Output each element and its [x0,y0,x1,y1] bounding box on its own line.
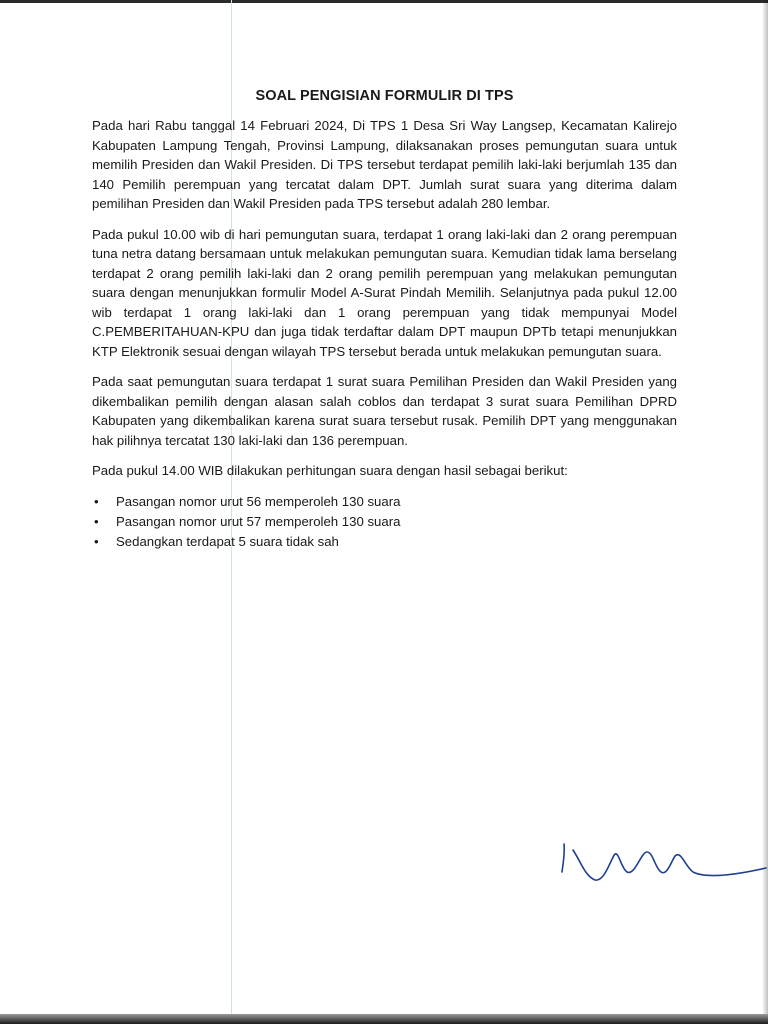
list-item-text: Sedangkan terdapat 5 suara tidak sah [116,533,339,549]
results-list [92,492,677,552]
document-body [92,88,677,552]
list-item [92,492,677,512]
scan-bottom-edge [0,1014,768,1024]
bullet-icon: • [94,533,99,549]
document-title: SOAL PENGISIAN FORMULIR DI TPS [255,88,514,104]
list-item-text: Pasangan nomor urut 56 memperoleh 130 suara [116,493,401,509]
list-item [92,512,677,532]
paragraph-ballots: Pada saat pemungutan suara terdapat 1 surat suara Pemilihan Presiden dan Wakil Presiden yang dikembalikan pemilih dengan alasan salah coblos dan terdapat 3 surat suara Pemilihan DPRD Kabupaten yang dikembalikan karena surat suara tersebut rusak. Pemilih DPT yang menggunakan hak pilihnya tercatat 130 laki-laki dan 136 perempuan. [92,374,677,448]
list-item-text: Pasangan nomor urut 57 memperoleh 130 suara [116,513,401,529]
bullet-icon: • [94,493,99,509]
bullet-icon: • [94,513,99,529]
handwritten-signature [555,832,768,892]
signature-stroke [562,844,766,880]
paragraph-voters: Pada pukul 10.00 wib di hari pemungutan suara, terdapat 1 orang laki-laki dan 2 orang perempuan tuna netra datang bersamaan untuk melakukan pemungutan suara. Kemudian tidak lama berselang terdapat 2 orang pemilih laki-laki dan 2 orang pemilih perempuan yang melakukan pemungutan suara dengan menunjukkan formulir Model A-Surat Pindah Memilih. Selanjutnya pada pukul 12.00 wib terdapat 1 orang laki-laki dan 1 orang perempuan yang tidak mempunyai Model C.PEMBERITAHUAN-KPU dan juga tidak terdaftar dalam DPT maupun DPTb tetapi menunjukkan KTP Elektronik sesuai dengan wilayah TPS tersebut berada untuk melakukan pemungutan suara. [92,226,677,359]
list-item [92,532,677,552]
scan-top-edge [0,0,768,3]
paragraph-intro: Pada hari Rabu tanggal 14 Februari 2024, Di TPS 1 Desa Sri Way Langsep, Kecamatan Kalirejo Kabupaten Lampung Tengah, Provinsi Lampung, dilaksanakan proses pemungutan suara untuk memilih Presiden dan Wakil Presiden. Di TPS tersebut terdapat pemilih laki-laki berjumlah 135 dan 140 Pemilih perempuan yang tercatat dalam DPT. Jumlah surat suara yang diterima dalam pemilihan Presiden dan Wakil Presiden pada TPS tersebut adalah 280 lembar. [92,118,677,211]
paragraph-counting: Pada pukul 14.00 WIB dilakukan perhitungan suara dengan hasil sebagai berikut: [92,463,568,478]
